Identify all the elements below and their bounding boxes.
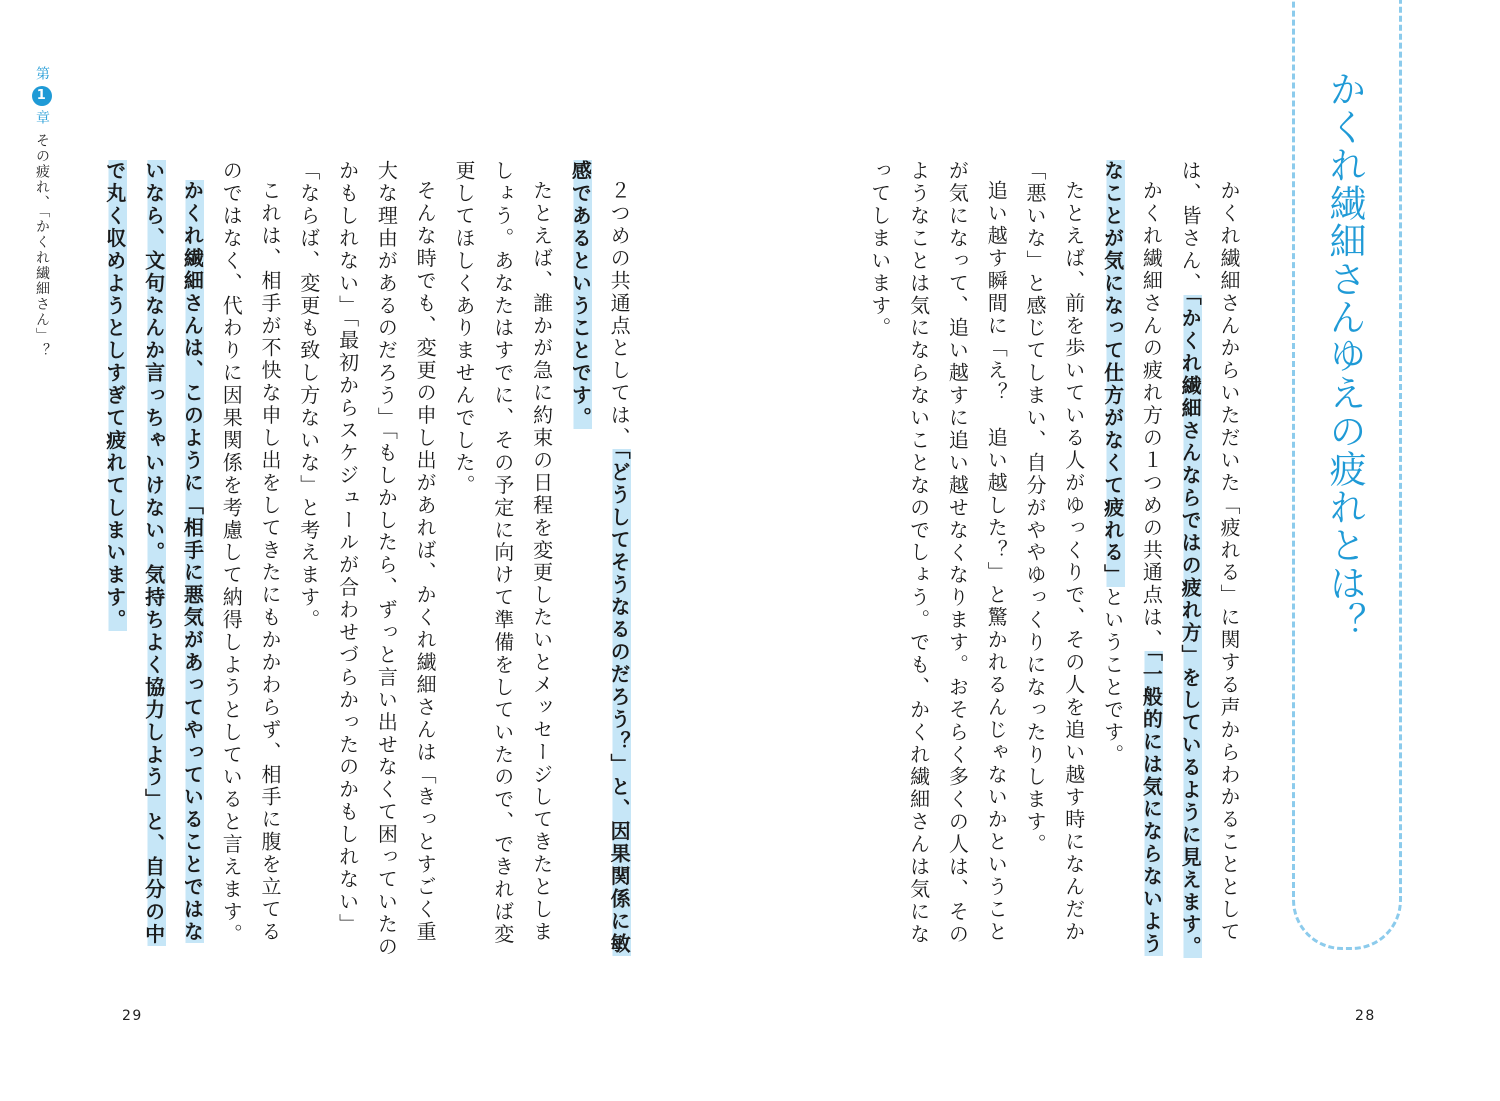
highlighted-text: かくれ繊細さんは、このように「相手に悪気があってやっていることではないなら、文句なんか言っちゃいけない。気持ちよく協力しよう」と、自分の中で丸く収めようとしすぎて疲れてしまいます。 xyxy=(102,160,205,946)
chapter-suffix: 章 xyxy=(34,109,50,125)
body-text-segment: かくれ繊細さんからいただいた「疲れる」に関する声からわかることとしては、皆さん、 xyxy=(1178,160,1241,944)
page-number: 28 xyxy=(1355,1008,1376,1024)
paragraph xyxy=(289,160,444,960)
chapter-title: その疲れ、「かくれ繊細さん」？ xyxy=(34,133,50,359)
paragraph xyxy=(1093,160,1171,960)
paragraph xyxy=(561,160,639,960)
paragraph xyxy=(211,160,289,960)
running-head xyxy=(32,66,52,359)
highlighted-text: 「一般的には気にならないようなことが気になって仕方がなくて疲れる」 xyxy=(1100,160,1164,956)
body-text-segment: かくれ繊細さんの疲れ方の１つめの共通点は、 xyxy=(1139,180,1164,652)
body-text-segment: ということです。 xyxy=(1100,586,1125,767)
paragraph xyxy=(1170,160,1248,960)
highlighted-text: 「どうしてそうなるのだろう？」と、因果関係に敏感であるということです。 xyxy=(568,160,632,956)
highlighted-text: 「かくれ繊細さんならではの疲れ方」をしているように見えます。 xyxy=(1178,294,1203,959)
body-text-segment: 追い越す瞬間に「え？ 追い越した？」と驚かれるんじゃないかということが気になって、追い越すに追い越せなくなります。おそらく多くの人は、そのようなことは気にならないことなのでしょう。でも、かくれ繊細さんは気になってしまいます。 xyxy=(867,160,1009,946)
body-text-segment: たとえば、前を歩いている人がゆっくりで、その人を追い越す時になんだか「悪いな」と感じてしまい、自分がややゆっくりになったりします。 xyxy=(1022,160,1086,944)
body-text-segment: そんな時でも、変更の申し出があれば、かくれ繊細さんは「きっとすごく重大な理由があるのだろう」「もしかしたら、ずっと言い出せなくて困っていたのかもしれない」「最初からスケジュールが合わせづらかったのかもしれない」「ならば、変更も致し方ないな」と考えます。 xyxy=(296,160,438,959)
right-page xyxy=(750,0,1500,1101)
section-title: かくれ繊細さんゆえの疲れとは？ xyxy=(1323,70,1366,640)
body-text-segment: たとえば、誰かが急に約束の日程を変更したいとメッセージしてきたとしましょう。あなたはすでに、その予定に向けて準備をしていたので、できれば変更してほしくありませんでした。 xyxy=(451,160,554,946)
body-text xyxy=(95,160,638,960)
body-text-segment: ２つめの共通点としては、 xyxy=(607,180,632,450)
chapter-number-badge: 1 xyxy=(32,86,52,106)
body-text xyxy=(860,160,1248,960)
body-text-segment: これは、相手が不快な申し出をしてきたにもかかわらず、相手に腹を立てるのではなく、代わりに因果関係を考慮して納得しようとしていると言えます。 xyxy=(219,160,282,946)
page-number: 29 xyxy=(122,1008,143,1024)
paragraph xyxy=(444,160,560,960)
paragraph xyxy=(1015,160,1093,960)
chapter-prefix: 第 xyxy=(34,66,50,82)
paragraph xyxy=(95,160,211,960)
paragraph xyxy=(860,160,1015,960)
